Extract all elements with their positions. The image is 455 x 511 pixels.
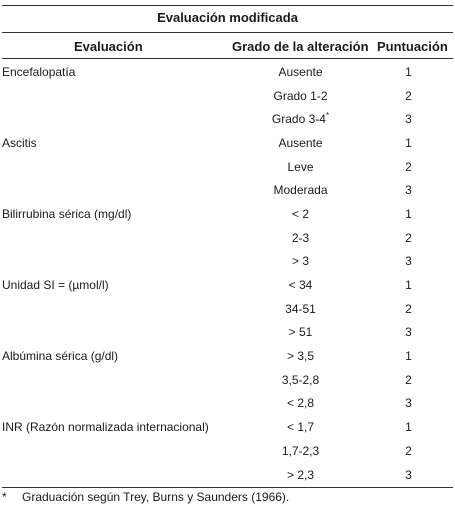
criterion-cell [2,392,237,416]
score-cell: 2 [405,230,412,245]
bottom-rule [2,487,453,488]
score-cell: 2 [405,301,412,316]
table-row [2,250,453,274]
criterion-cell: Unidad SI = (µmol/l) [2,278,109,293]
criterion-cell [2,321,237,345]
criterion-cell: Encefalopatía [2,64,76,79]
grade-cell [237,250,364,274]
grade-cell [237,415,364,439]
score-cell: 1 [405,278,412,293]
criterion-cell [2,84,237,108]
score-cell: 2 [405,443,412,458]
criterion-cell [2,226,237,250]
grade-cell [237,226,364,250]
grade-cell [237,463,364,487]
grade-text: < 2,8 [286,396,315,411]
table-row [2,368,453,392]
criterion-cell [2,155,237,179]
score-cell: 3 [405,396,412,411]
table-row [2,202,453,226]
grade-text: > 3,5 [286,349,315,364]
table-title: Evaluación modificada [157,10,298,25]
grade-cell [237,273,364,297]
grade-text: < 2 [291,206,309,221]
footnote-reference: * [325,111,330,121]
table-row [2,155,453,179]
footnote-mark: * [2,490,7,504]
grade-cell [237,439,364,463]
scoring-table [2,60,453,486]
score-cell: 1 [405,349,412,364]
score-cell: 3 [405,112,412,127]
score-cell: 2 [405,159,412,174]
table-row [2,226,453,250]
score-cell: 1 [405,64,412,79]
table-row [2,131,453,155]
header-rule [2,58,453,59]
footnote-text: Graduación según Trey, Burns y Saunders (1966). [22,490,290,504]
grade-text: 34-51 [285,301,316,316]
score-cell: 1 [405,206,412,221]
score-cell: 3 [405,325,412,340]
grade-cell [237,368,364,392]
criterion-cell: Albúmina sérica (g/dl) [2,349,119,364]
table-body [2,60,453,486]
header-grado: Grado de la alteración [232,39,369,54]
criterion-cell [2,439,237,463]
grade-cell [237,107,364,131]
grade-text: Moderada [273,183,328,198]
grade-text: < 34 [288,278,313,293]
grade-text: Ausente [278,64,323,79]
header-evaluacion: Evaluación [74,39,143,54]
grade-cell [237,178,364,202]
criterion-cell [2,250,237,274]
grade-text: 1,7-2,3 [281,443,320,458]
criterion-cell: Bilirrubina sérica (mg/dl) [2,206,132,221]
top-rule [2,5,453,6]
score-cell: 1 [405,420,412,435]
header-puntuacion: Puntuación [377,39,448,54]
grade-cell [237,321,364,345]
score-cell: 3 [405,183,412,198]
score-cell: 3 [405,254,412,269]
criterion-cell [2,297,237,321]
grade-text: Ausente [278,135,323,150]
grade-text: 3,5-2,8 [281,372,320,387]
grade-text: Grado 1-2 [273,88,328,103]
criterion-cell [2,368,237,392]
grade-cell [237,297,364,321]
grade-text: Grado 3-4 [271,112,326,127]
grade-text: > 2,3 [286,467,315,482]
grade-cell [237,344,364,368]
grade-text: 2-3 [291,230,310,245]
grade-cell [237,131,364,155]
table-row [2,321,453,345]
score-cell: 3 [405,467,412,482]
criterion-cell: INR (Razón normalizada internacional) [2,420,209,435]
score-cell: 1 [405,135,412,150]
grade-text: Leve [287,159,314,174]
grade-cell [237,60,364,84]
score-cell: 2 [405,88,412,103]
table-row [2,439,453,463]
table-row [2,463,453,487]
table-row [2,107,453,131]
criterion-cell [2,178,237,202]
criterion-cell: Ascitis [2,135,37,150]
grade-text: > 51 [288,325,313,340]
table-row [2,60,453,84]
criterion-cell [2,107,237,131]
grade-cell [237,392,364,416]
table-row [2,415,453,439]
table-row [2,344,453,368]
grade-cell [237,84,364,108]
table-row [2,178,453,202]
grade-text: > 3 [291,254,309,269]
grade-text: < 1,7 [286,420,315,435]
table-row [2,392,453,416]
criterion-cell [2,463,237,487]
table-row [2,273,453,297]
grade-cell [237,202,364,226]
title-rule [2,32,453,33]
grade-cell [237,155,364,179]
table-row [2,84,453,108]
table-row [2,297,453,321]
footnote [2,490,289,504]
score-cell: 2 [405,372,412,387]
